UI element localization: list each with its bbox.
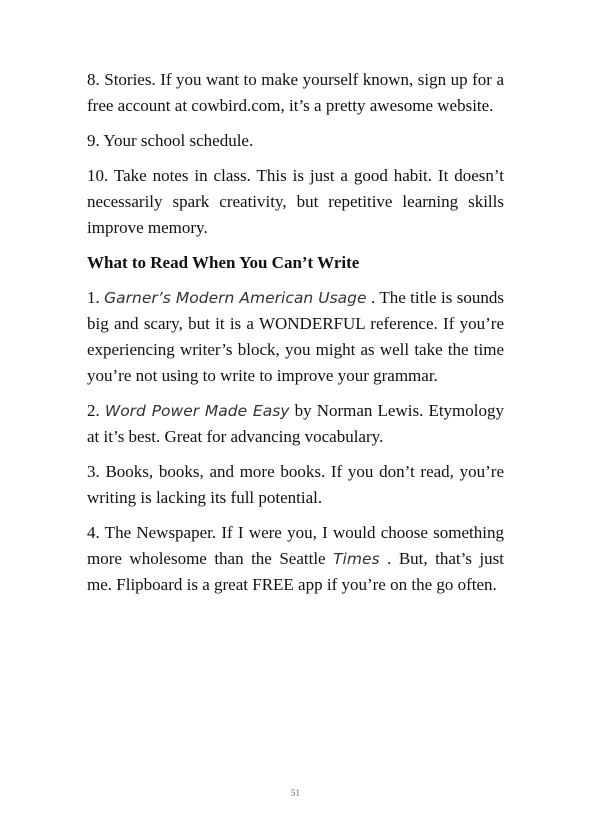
section-heading: What to Read When You Can’t Write [87, 253, 360, 272]
list-item-school-schedule [87, 128, 504, 154]
page-number: 51 [291, 788, 300, 798]
read-item-newspaper [87, 520, 504, 598]
item-prefix: 2. [87, 401, 105, 420]
book-title: Garner’s Modern American Usage [104, 289, 367, 307]
list-item-take-notes [87, 163, 504, 241]
item-text: 8. Stories. If you want to make yourself known, sign up for a free account at cowbird.com, it’s a pretty awesome website. [87, 70, 504, 115]
read-item-word-power [87, 398, 504, 450]
item-text: 3. Books, books, and more books. If you don’t read, you’re writing is lacking its full potential. [87, 462, 504, 507]
item-text: by Norman Lewis. Etymology at it’s best. Great for advancing vocabulary. [87, 401, 505, 446]
page-body [87, 67, 504, 607]
item-prefix: 4. The Newspaper. If I were you, I would choose something more wholesome than the Seattle [87, 523, 504, 568]
item-text: . But, that’s just me. Flipboard is a great FREE app if you’re on the go often. [87, 549, 504, 594]
newspaper-title: Times [333, 550, 380, 568]
item-text: 10. Take notes in class. This is just a good habit. It doesn’t necessarily spark creativity, but repetitive learning skills improve memory. [87, 166, 504, 237]
book-title: Word Power Made Easy [104, 402, 290, 420]
item-text: . The title is sounds big and scary, but it is a WONDERFUL reference. If you’re experiencing writer’s block, you might as well take the time you’re not using to write to improve your grammar. [87, 288, 504, 385]
item-text: 9. Your school schedule. [87, 131, 254, 150]
list-item-stories [87, 67, 504, 119]
read-item-books [87, 459, 504, 511]
read-item-garners [87, 285, 504, 389]
item-prefix: 1. [87, 288, 105, 307]
